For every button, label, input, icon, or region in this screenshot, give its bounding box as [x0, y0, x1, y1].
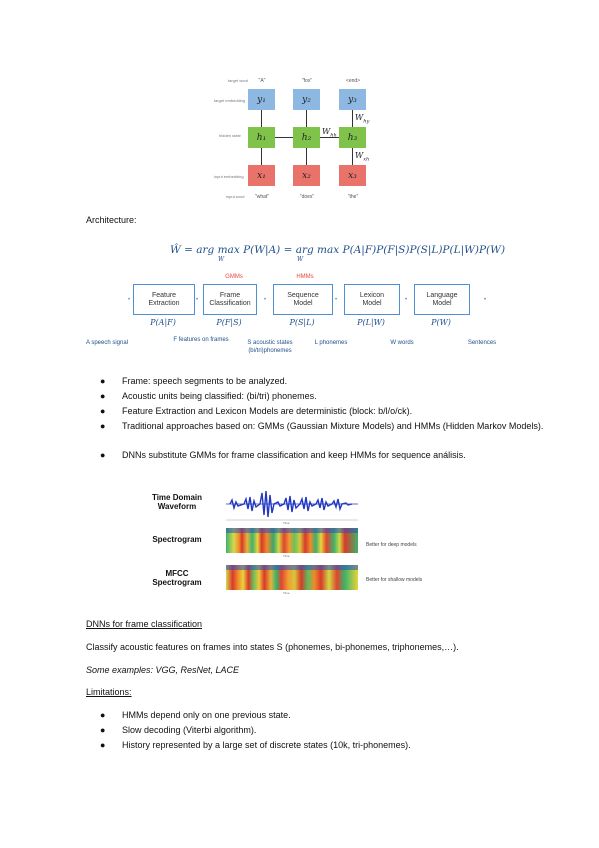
- input-word-1: "what": [254, 194, 270, 200]
- row-label-hidden-state: hidden state: [219, 133, 241, 138]
- input-x1: x₁: [248, 165, 275, 186]
- input-x2: x₂: [293, 165, 320, 186]
- box-lexicon-model: Lexicon Model: [344, 284, 400, 315]
- input-x3: x₃: [339, 165, 366, 186]
- waveform-plot: [226, 487, 358, 521]
- note-deep-models: Better for deep models: [366, 542, 417, 548]
- box-feature-extraction: Feature Extraction: [133, 284, 195, 315]
- label-spectrogram: Spectrogram: [152, 535, 202, 544]
- note-shallow-models: Better for shallow models: [366, 577, 423, 583]
- input-word-2: "does": [299, 194, 315, 200]
- hidden-h1: h₁: [248, 127, 275, 148]
- hidden-h2: h₂: [293, 127, 320, 148]
- equation-sub-2: W: [297, 256, 304, 263]
- formula-2: P(F|S): [216, 318, 242, 327]
- output-sentences: Sentences: [467, 340, 497, 346]
- row-label-input-embedding: input embedding: [214, 174, 244, 179]
- spectrogram-plot: [226, 528, 358, 553]
- target-word-1: "A": [258, 78, 266, 84]
- row-label-target-word: target word: [228, 78, 249, 83]
- formula-5: P(W): [431, 318, 451, 327]
- output-y3: y₃: [339, 89, 366, 110]
- axis-label-1: Time: [283, 521, 290, 525]
- axis-label-3: Time: [283, 591, 290, 595]
- examples-text: Some examples: VGG, ResNet, LACE: [86, 665, 240, 675]
- architecture-heading: Architecture:: [86, 215, 137, 225]
- row-label-target-embedding: target embedding: [214, 98, 246, 103]
- target-word-2: "fox": [301, 78, 313, 84]
- dnn-heading: DNNs for frame classification: [86, 619, 203, 629]
- formula-4: P(L|W): [357, 318, 385, 327]
- axis-label-2: Time: [283, 554, 290, 558]
- output-words: W words: [390, 340, 414, 346]
- weight-xh: $W_{xh}$: [355, 151, 370, 163]
- limitations-heading: Limitations:: [86, 687, 132, 697]
- formula-1: P(A|F): [150, 318, 176, 327]
- box-language-model: Language Model: [414, 284, 470, 315]
- output-speech-signal: A speech signal: [86, 340, 129, 346]
- weight-hy: $W_{hy}$: [355, 113, 370, 125]
- formula-3: P(S|L): [289, 318, 315, 327]
- model-label-hmms: HMMs: [296, 274, 314, 280]
- label-waveform: Time Domain Waveform: [151, 493, 203, 511]
- model-label-gmms: GMMs: [225, 274, 243, 280]
- output-y2: y₂: [293, 89, 320, 110]
- box-frame-classification: Frame Classification: [203, 284, 257, 315]
- output-y1: y₁: [248, 89, 275, 110]
- equation-sub-1: W: [218, 256, 225, 263]
- label-mfcc: MFCC Spectrogram: [152, 569, 202, 587]
- input-word-3: "the": [347, 194, 359, 200]
- target-word-3: <end>: [345, 78, 361, 84]
- box-sequence-model: Sequence Model: [273, 284, 333, 315]
- hidden-h3: h₃: [339, 127, 366, 148]
- mfcc-plot: [226, 565, 358, 590]
- dnn-paragraph: Classify acoustic features on frames into states S (phonemes, bi-phonemes, triphonemes,…).: [86, 642, 459, 652]
- weight-hh: $W_{hh}$: [322, 127, 337, 139]
- output-features: F features on frames: [173, 337, 229, 343]
- row-label-input-word: input word: [226, 194, 245, 199]
- main-equation: Ŵ = arg max P(W|A) = arg max P(A|F)P(F|S)P(S|L)P(L|W)P(W): [170, 244, 506, 256]
- output-phonemes: L phonemes: [314, 340, 348, 346]
- output-acoustic-states: S acoustic states (bi/tri)phonemes: [247, 340, 293, 354]
